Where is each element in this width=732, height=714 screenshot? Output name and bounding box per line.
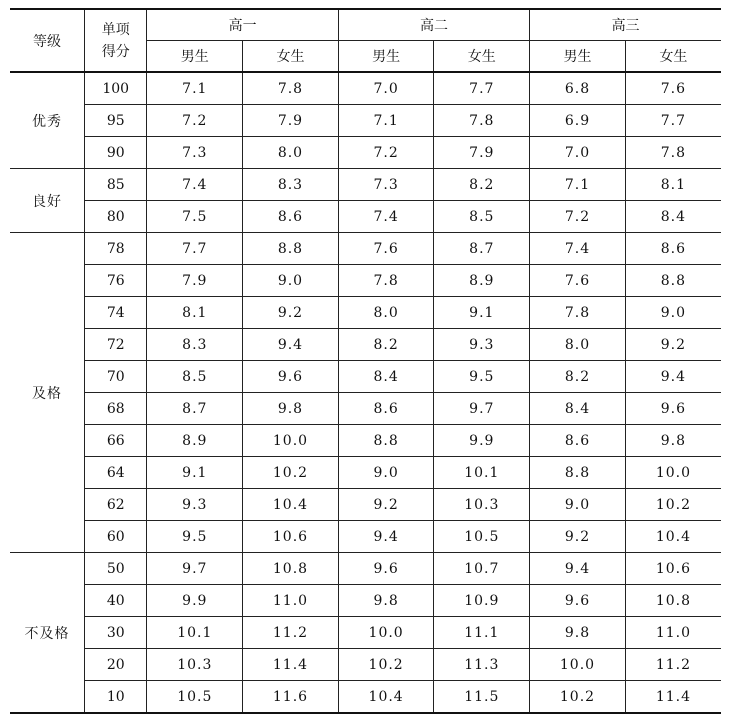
value-cell: 8.0 xyxy=(338,297,434,329)
value-cell: 7.2 xyxy=(530,201,626,233)
value-cell: 9.3 xyxy=(147,489,243,521)
value-cell: 8.6 xyxy=(625,233,721,265)
value-cell: 8.6 xyxy=(530,425,626,457)
header-score-line2: 得分 xyxy=(101,43,130,60)
table-row xyxy=(10,72,721,105)
header-sub: 女生 xyxy=(434,41,530,73)
score-cell: 68 xyxy=(85,393,147,425)
value-cell: 7.1 xyxy=(338,105,434,137)
score-cell: 85 xyxy=(85,169,147,201)
value-cell: 9.8 xyxy=(530,617,626,649)
value-cell: 8.7 xyxy=(434,233,530,265)
value-cell: 8.1 xyxy=(625,169,721,201)
score-cell: 62 xyxy=(85,489,147,521)
value-cell: 9.8 xyxy=(243,393,339,425)
value-cell: 7.9 xyxy=(434,137,530,169)
value-cell: 10.2 xyxy=(338,649,434,681)
value-cell: 9.3 xyxy=(434,329,530,361)
value-cell: 7.5 xyxy=(147,201,243,233)
header-grade: 等级 xyxy=(10,9,85,72)
table-row xyxy=(10,169,721,201)
value-cell: 7.9 xyxy=(243,105,339,137)
value-cell: 8.4 xyxy=(338,361,434,393)
value-cell: 8.2 xyxy=(434,169,530,201)
value-cell: 7.0 xyxy=(338,72,434,105)
value-cell: 7.6 xyxy=(625,72,721,105)
value-cell: 11.2 xyxy=(625,649,721,681)
value-cell: 10.0 xyxy=(243,425,339,457)
value-cell: 7.6 xyxy=(338,233,434,265)
score-cell: 78 xyxy=(85,233,147,265)
header-sub: 男生 xyxy=(147,41,243,73)
header-grade-1: 高一 xyxy=(147,9,338,41)
table-row xyxy=(10,681,721,714)
value-cell: 8.2 xyxy=(338,329,434,361)
value-cell: 10.9 xyxy=(434,585,530,617)
value-cell: 8.6 xyxy=(243,201,339,233)
table-row xyxy=(10,393,721,425)
value-cell: 11.6 xyxy=(243,681,339,714)
value-cell: 9.8 xyxy=(338,585,434,617)
value-cell: 10.0 xyxy=(338,617,434,649)
table-row xyxy=(10,329,721,361)
table-row xyxy=(10,489,721,521)
value-cell: 8.8 xyxy=(530,457,626,489)
table-row xyxy=(10,201,721,233)
value-cell: 8.9 xyxy=(147,425,243,457)
score-cell: 30 xyxy=(85,617,147,649)
value-cell: 10.8 xyxy=(625,585,721,617)
value-cell: 9.0 xyxy=(625,297,721,329)
value-cell: 11.4 xyxy=(243,649,339,681)
value-cell: 8.5 xyxy=(147,361,243,393)
score-table-container xyxy=(10,8,721,714)
value-cell: 7.1 xyxy=(147,72,243,105)
value-cell: 10.7 xyxy=(434,553,530,585)
value-cell: 8.5 xyxy=(434,201,530,233)
value-cell: 9.8 xyxy=(625,425,721,457)
table-row xyxy=(10,297,721,329)
value-cell: 10.5 xyxy=(147,681,243,714)
value-cell: 9.4 xyxy=(243,329,339,361)
value-cell: 8.8 xyxy=(625,265,721,297)
value-cell: 9.4 xyxy=(530,553,626,585)
value-cell: 10.3 xyxy=(147,649,243,681)
value-cell: 11.3 xyxy=(434,649,530,681)
value-cell: 7.9 xyxy=(147,265,243,297)
table-row xyxy=(10,521,721,553)
value-cell: 10.2 xyxy=(243,457,339,489)
score-cell: 64 xyxy=(85,457,147,489)
table-header xyxy=(10,9,721,72)
header-sub: 女生 xyxy=(625,41,721,73)
score-cell: 100 xyxy=(85,72,147,105)
value-cell: 9.6 xyxy=(530,585,626,617)
header-score-line1: 单项 xyxy=(101,21,130,38)
value-cell: 11.4 xyxy=(625,681,721,714)
table-row xyxy=(10,361,721,393)
value-cell: 11.0 xyxy=(625,617,721,649)
table-row xyxy=(10,457,721,489)
score-cell: 76 xyxy=(85,265,147,297)
score-cell: 72 xyxy=(85,329,147,361)
score-cell: 50 xyxy=(85,553,147,585)
table-row xyxy=(10,105,721,137)
value-cell: 9.0 xyxy=(338,457,434,489)
value-cell: 7.8 xyxy=(434,105,530,137)
value-cell: 8.4 xyxy=(625,201,721,233)
grade-label: 及格 xyxy=(10,233,85,553)
value-cell: 10.5 xyxy=(434,521,530,553)
value-cell: 10.4 xyxy=(338,681,434,714)
value-cell: 8.6 xyxy=(338,393,434,425)
value-cell: 8.8 xyxy=(338,425,434,457)
score-cell: 90 xyxy=(85,137,147,169)
value-cell: 7.8 xyxy=(530,297,626,329)
value-cell: 9.7 xyxy=(434,393,530,425)
grade-label: 良好 xyxy=(10,169,85,233)
score-cell: 74 xyxy=(85,297,147,329)
value-cell: 8.0 xyxy=(243,137,339,169)
score-cell: 66 xyxy=(85,425,147,457)
value-cell: 10.6 xyxy=(625,553,721,585)
value-cell: 9.6 xyxy=(243,361,339,393)
value-cell: 8.2 xyxy=(530,361,626,393)
value-cell: 7.4 xyxy=(530,233,626,265)
value-cell: 10.4 xyxy=(243,489,339,521)
value-cell: 10.0 xyxy=(530,649,626,681)
score-cell: 95 xyxy=(85,105,147,137)
score-table xyxy=(10,8,721,714)
grade-label: 不及格 xyxy=(10,553,85,714)
value-cell: 8.7 xyxy=(147,393,243,425)
table-row xyxy=(10,585,721,617)
table-row xyxy=(10,649,721,681)
value-cell: 9.6 xyxy=(625,393,721,425)
grade-label: 优秀 xyxy=(10,72,85,169)
header-grade-3: 高三 xyxy=(530,9,721,41)
value-cell: 9.7 xyxy=(147,553,243,585)
header-grade-2: 高二 xyxy=(338,9,529,41)
score-cell: 80 xyxy=(85,201,147,233)
value-cell: 10.6 xyxy=(243,521,339,553)
table-row xyxy=(10,265,721,297)
value-cell: 7.8 xyxy=(338,265,434,297)
header-sub: 女生 xyxy=(243,41,339,73)
table-row xyxy=(10,233,721,265)
value-cell: 8.1 xyxy=(147,297,243,329)
header-sub: 男生 xyxy=(530,41,626,73)
table-row xyxy=(10,425,721,457)
value-cell: 7.2 xyxy=(147,105,243,137)
value-cell: 11.0 xyxy=(243,585,339,617)
value-cell: 7.7 xyxy=(434,72,530,105)
score-cell: 40 xyxy=(85,585,147,617)
value-cell: 9.0 xyxy=(530,489,626,521)
value-cell: 6.8 xyxy=(530,72,626,105)
value-cell: 10.2 xyxy=(625,489,721,521)
value-cell: 9.1 xyxy=(434,297,530,329)
value-cell: 7.0 xyxy=(530,137,626,169)
table-row xyxy=(10,137,721,169)
value-cell: 9.6 xyxy=(338,553,434,585)
value-cell: 11.2 xyxy=(243,617,339,649)
value-cell: 10.3 xyxy=(434,489,530,521)
value-cell: 9.4 xyxy=(625,361,721,393)
value-cell: 9.2 xyxy=(530,521,626,553)
value-cell: 7.2 xyxy=(338,137,434,169)
value-cell: 7.3 xyxy=(147,137,243,169)
table-row xyxy=(10,617,721,649)
value-cell: 8.3 xyxy=(243,169,339,201)
value-cell: 9.2 xyxy=(625,329,721,361)
value-cell: 7.6 xyxy=(530,265,626,297)
header-score xyxy=(85,9,147,72)
score-cell: 20 xyxy=(85,649,147,681)
value-cell: 9.0 xyxy=(243,265,339,297)
value-cell: 9.5 xyxy=(434,361,530,393)
value-cell: 7.7 xyxy=(147,233,243,265)
value-cell: 7.8 xyxy=(625,137,721,169)
value-cell: 9.2 xyxy=(243,297,339,329)
value-cell: 11.1 xyxy=(434,617,530,649)
value-cell: 7.7 xyxy=(625,105,721,137)
value-cell: 10.0 xyxy=(625,457,721,489)
score-cell: 60 xyxy=(85,521,147,553)
value-cell: 7.1 xyxy=(530,169,626,201)
value-cell: 9.4 xyxy=(338,521,434,553)
value-cell: 8.9 xyxy=(434,265,530,297)
table-row xyxy=(10,553,721,585)
value-cell: 10.4 xyxy=(625,521,721,553)
value-cell: 9.1 xyxy=(147,457,243,489)
value-cell: 7.3 xyxy=(338,169,434,201)
score-cell: 10 xyxy=(85,681,147,714)
value-cell: 8.0 xyxy=(530,329,626,361)
value-cell: 10.1 xyxy=(147,617,243,649)
value-cell: 8.4 xyxy=(530,393,626,425)
score-cell: 70 xyxy=(85,361,147,393)
value-cell: 8.3 xyxy=(147,329,243,361)
value-cell: 7.8 xyxy=(243,72,339,105)
value-cell: 7.4 xyxy=(147,169,243,201)
value-cell: 10.8 xyxy=(243,553,339,585)
value-cell: 9.9 xyxy=(434,425,530,457)
value-cell: 6.9 xyxy=(530,105,626,137)
header-sub: 男生 xyxy=(338,41,434,73)
value-cell: 7.4 xyxy=(338,201,434,233)
value-cell: 9.2 xyxy=(338,489,434,521)
value-cell: 9.9 xyxy=(147,585,243,617)
value-cell: 11.5 xyxy=(434,681,530,714)
value-cell: 10.1 xyxy=(434,457,530,489)
table-body xyxy=(10,72,721,713)
value-cell: 10.2 xyxy=(530,681,626,714)
value-cell: 8.8 xyxy=(243,233,339,265)
value-cell: 9.5 xyxy=(147,521,243,553)
